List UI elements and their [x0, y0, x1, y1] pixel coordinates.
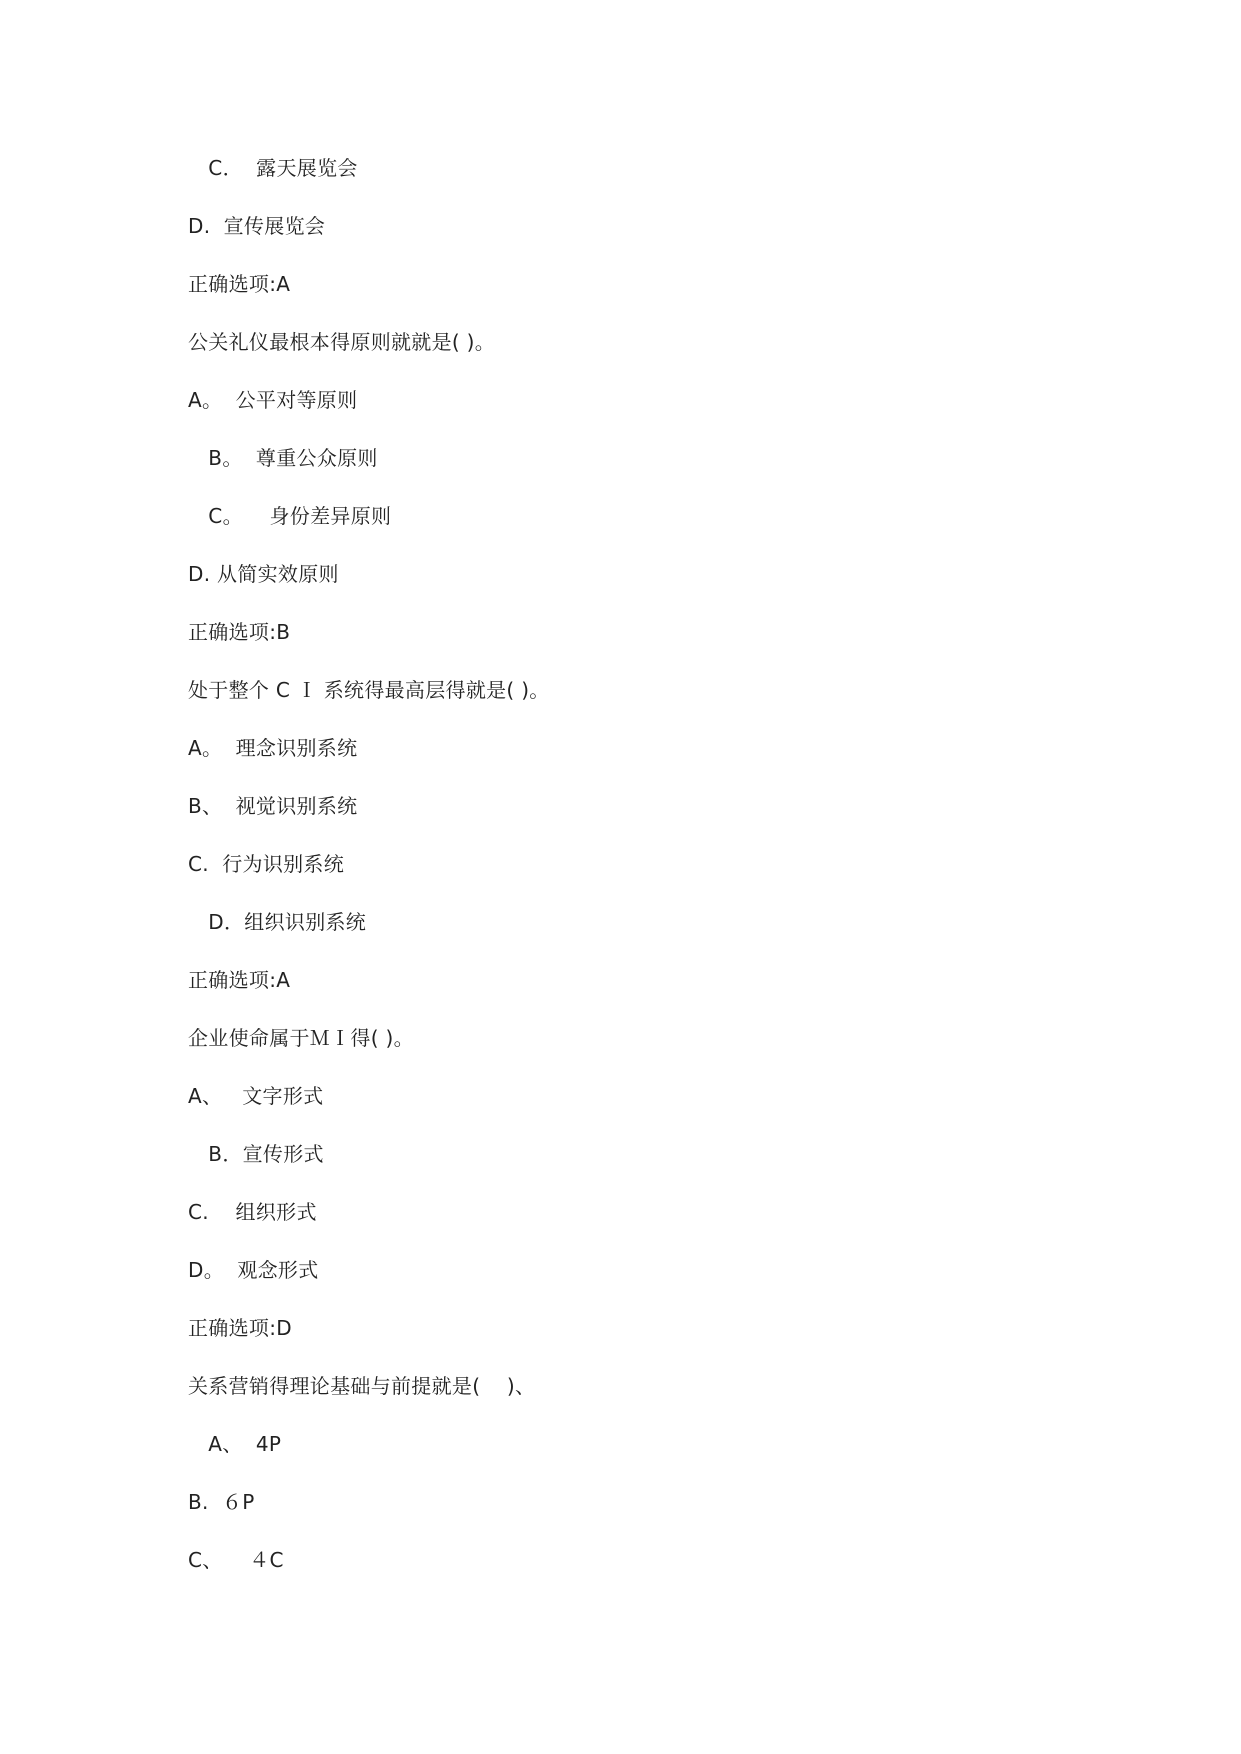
option-d: D。 观念形式: [188, 1258, 319, 1282]
question-enterprise-mission: 企业使命属于ＭＩ得( )。: [188, 1026, 414, 1050]
option-d: D．组织识别系统: [188, 910, 367, 934]
option-c: C。 身份差异原则: [188, 504, 392, 528]
option-c: C、 ４C: [188, 1548, 284, 1572]
answer-line: 正确选项:A: [188, 272, 291, 296]
option-b: B. ６P: [188, 1490, 255, 1514]
question-pr-etiquette: 公关礼仪最根本得原则就就是( )。: [188, 330, 496, 354]
option-a: A、 4P: [188, 1432, 282, 1456]
option-b: B。 尊重公众原则: [188, 446, 378, 470]
option-a: A。 理念识别系统: [188, 736, 358, 760]
option-c: C. 行为识别系统: [188, 852, 345, 876]
option-b: B、 视觉识别系统: [188, 794, 358, 818]
answer-line: 正确选项:B: [188, 620, 291, 644]
answer-line: 正确选项:A: [188, 968, 291, 992]
question-relationship-marketing: 关系营销得理论基础与前提就是( )、: [188, 1374, 536, 1398]
option-b: B．宣传形式: [188, 1142, 324, 1166]
question-ci-system: 处于整个 C Ｉ 系统得最高层得就是( )。: [188, 678, 550, 702]
option-c-open-air-exhibition: C． 露天展览会: [188, 156, 358, 180]
option-d-promotional-exhibition: D. 宣传展览会: [188, 214, 326, 238]
option-a: A、 文字形式: [188, 1084, 324, 1108]
option-c: C. 组织形式: [188, 1200, 317, 1224]
option-d: D. 从简实效原则: [188, 562, 339, 586]
option-a: A。 公平对等原则: [188, 388, 358, 412]
answer-line: 正确选项:D: [188, 1316, 292, 1340]
